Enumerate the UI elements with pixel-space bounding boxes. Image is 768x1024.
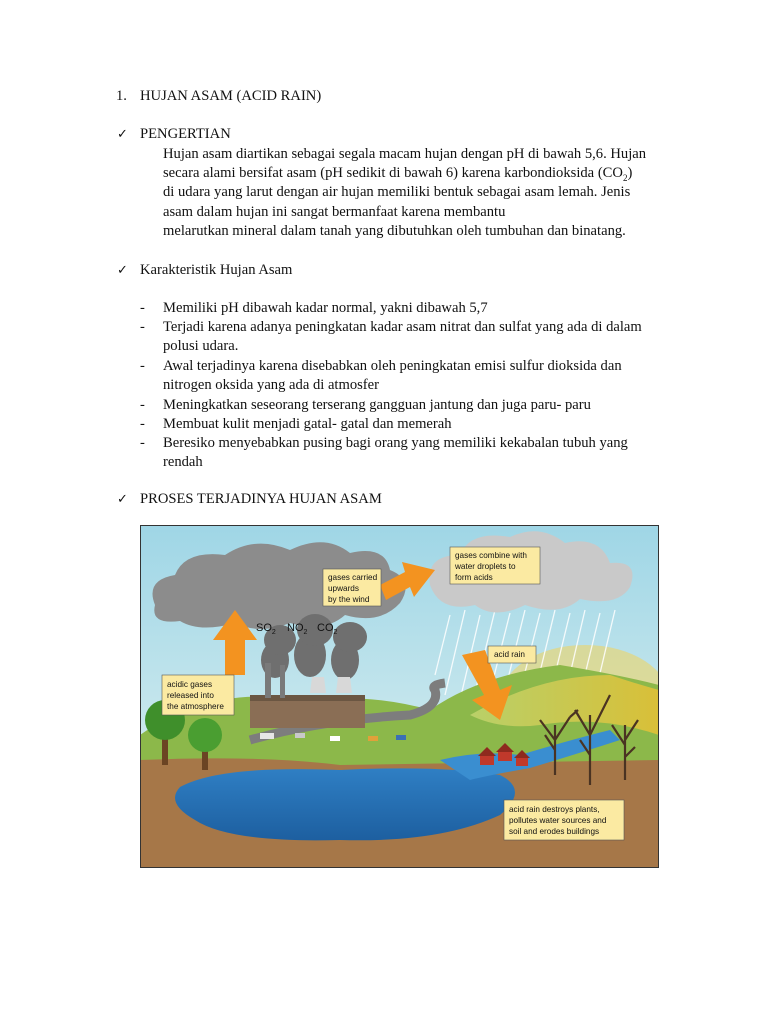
section-title-pengertian: PENGERTIAN xyxy=(140,126,231,142)
document-heading: HUJAN ASAM (ACID RAIN) xyxy=(140,88,322,104)
svg-text:acid rain: acid rain xyxy=(494,650,525,659)
paragraph-line: di udara yang larut dengan air hujan memiliki bentuk sebagai asam lemah. Jenis xyxy=(163,184,631,200)
section-title-proses: PROSES TERJADINYA HUJAN ASAM xyxy=(140,491,382,507)
list-dash: - xyxy=(140,300,145,316)
label-gases-combine xyxy=(450,547,540,584)
svg-text:soil and erodes buildings: soil and erodes buildings xyxy=(509,827,600,836)
list-dash: - xyxy=(140,358,145,374)
checkmark-icon: ✓ xyxy=(117,127,128,142)
svg-text:form acids: form acids xyxy=(455,573,493,582)
label-acid-rain xyxy=(488,646,536,663)
list-item-continuation: polusi udara. xyxy=(163,338,239,354)
list-item: Terjadi karena adanya peningkatan kadar asam nitrat dan sulfat yang ada di dalam xyxy=(163,319,642,335)
svg-text:gases combine with: gases combine with xyxy=(455,551,527,560)
list-dash: - xyxy=(140,416,145,432)
label-gases-carried xyxy=(323,569,381,606)
svg-text:upwards: upwards xyxy=(328,584,359,593)
list-dash: - xyxy=(140,435,145,451)
paragraph-line: asam dalam hujan ini sangat bermanfaat karena membantu xyxy=(163,204,506,220)
gas-so2: $SO_2$ xyxy=(256,622,276,636)
gas-co2: $CO_2$ xyxy=(317,622,338,636)
list-item-continuation: nitrogen oksida yang ada di atmosfer xyxy=(163,377,380,393)
list-item: Beresiko menyebabkan pusing bagi orang yang memiliki kekabalan tubuh yang xyxy=(163,435,628,451)
label-acid-rain-effects xyxy=(504,800,624,840)
svg-text:acid rain destroys plants,: acid rain destroys plants, xyxy=(509,805,600,814)
gas-no2: $NO_2$ xyxy=(287,622,308,636)
list-item: Membuat kulit menjadi gatal- gatal dan memerah xyxy=(163,416,452,432)
label-acidic-gases xyxy=(162,675,234,715)
section-title-karakteristik: Karakteristik Hujan Asam xyxy=(140,262,293,278)
svg-text:water droplets to: water droplets to xyxy=(455,562,516,571)
paragraph-line: Hujan asam diartikan sebagai segala macam hujan dengan pH di bawah 5,6. Hujan xyxy=(163,146,647,162)
svg-text:released into: released into xyxy=(167,691,214,700)
checkmark-icon: ✓ xyxy=(117,492,128,507)
list-item-continuation: rendah xyxy=(163,454,203,470)
list-dash: - xyxy=(140,397,145,413)
gas-labels xyxy=(256,622,338,636)
list-item: Meningkatkan seseorang terserang gangguan jantung dan juga paru- paru xyxy=(163,397,591,413)
svg-text:acidic gases: acidic gases xyxy=(167,680,213,689)
list-dash: - xyxy=(140,319,145,335)
list-item: Memiliki pH dibawah kadar normal, yakni dibawah 5,7 xyxy=(163,300,488,316)
acid-rain-process-diagram xyxy=(140,525,659,868)
list-item: Awal terjadinya karena disebabkan oleh peningkatan emisi sulfur dioksida dan xyxy=(163,358,622,374)
svg-text:by the wind: by the wind xyxy=(328,595,370,604)
svg-text:gases carried: gases carried xyxy=(328,573,378,582)
svg-text:pollutes water sources and: pollutes water sources and xyxy=(509,816,607,825)
paragraph-line: secara alami bersifat asam (pH sedikit di bawah 6) karena karbondioksida $(CO_2)$ xyxy=(163,165,633,183)
heading-number: 1. xyxy=(116,88,127,104)
checkmark-icon: ✓ xyxy=(117,263,128,278)
paragraph-line: melarutkan mineral dalam tanah yang dibutuhkan oleh tumbuhan dan binatang. xyxy=(163,223,626,239)
svg-text:the atmosphere: the atmosphere xyxy=(167,702,224,711)
